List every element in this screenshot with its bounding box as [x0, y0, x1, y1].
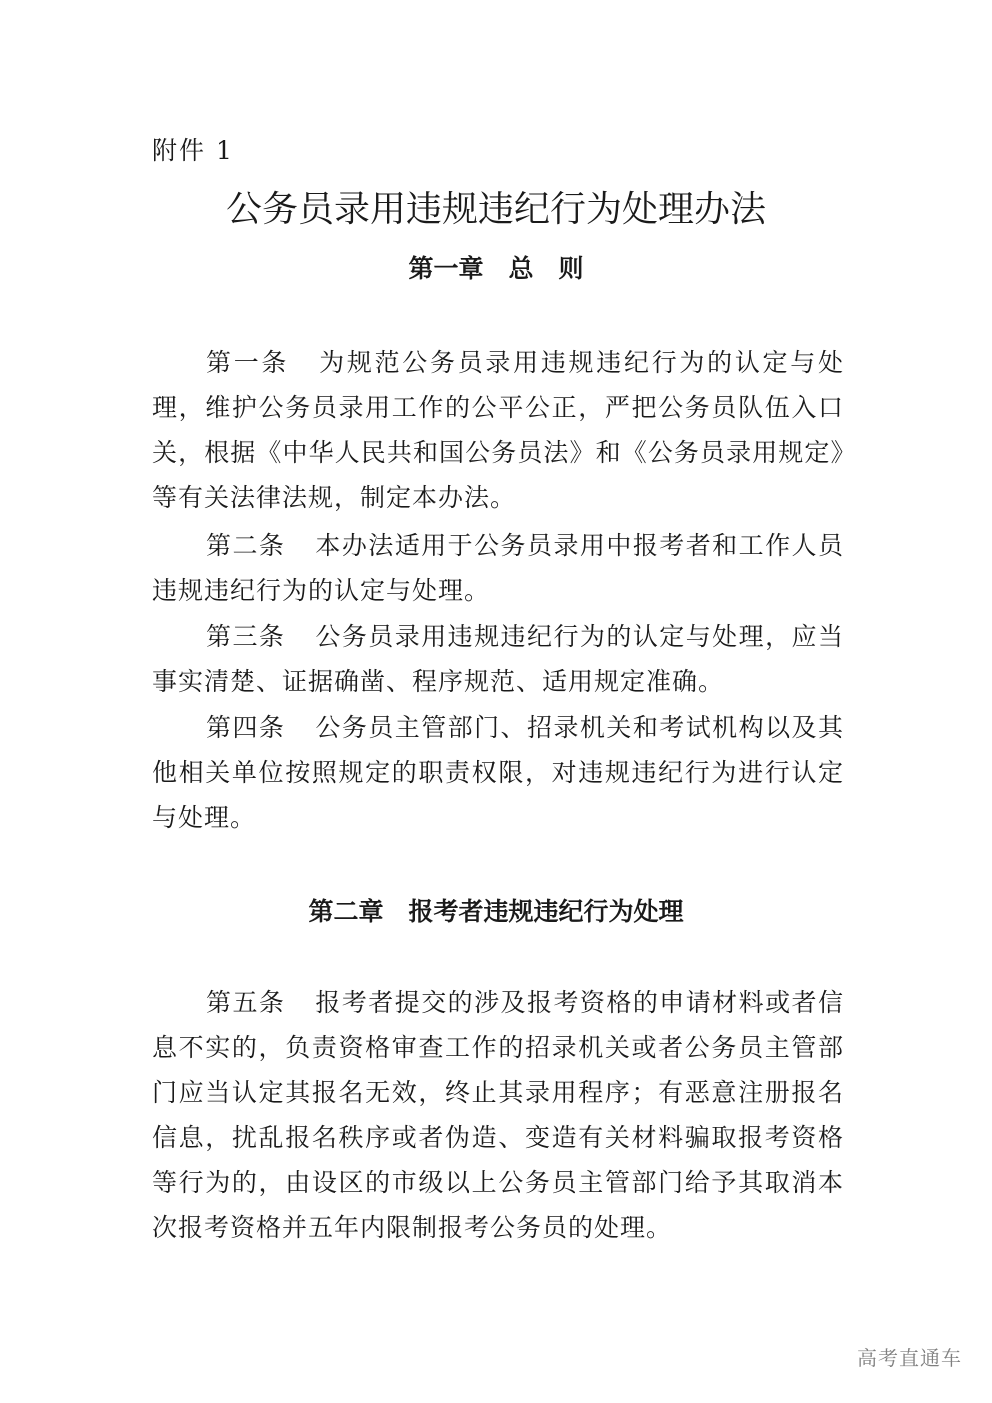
article-label: 第四条: [206, 713, 286, 742]
article-paragraph: [152, 705, 844, 840]
article-label: 第二条: [206, 531, 286, 560]
chapter-heading: 第二章 报考者违规违纪行为处理: [308, 897, 684, 926]
article-label: 第一条: [206, 348, 290, 377]
article-text: 报考者提交的涉及报考资格的申请材料或者信息不实的，负责资格审查工作的招录机关或者公务员主管部门应当认定其报名无效，终止其录用程序；有恶意注册报名信息，扰乱报名秩序或者伪造、变造有关材料骗取报考资格等行为的，由设区的市级以上公务员主管部门给予其取消本次报考资格并五年内限制报考公务员的处理。: [152, 988, 844, 1242]
document-title: 公务员录用违规违纪行为处理办法: [225, 189, 766, 230]
article-paragraph: [152, 523, 844, 613]
article-paragraph: [152, 614, 844, 704]
article-text: 公务员录用违规违纪行为的认定与处理，应当事实清楚、证据确凿、程序规范、适用规定准确。: [152, 622, 844, 696]
article-text: 公务员主管部门、招录机关和考试机构以及其他相关单位按照规定的职责权限，对违规违纪行为进行认定与处理。: [152, 713, 844, 832]
attachment-label: 附件 1: [152, 136, 234, 165]
article-paragraph: [152, 340, 844, 520]
article-label: 第五条: [206, 988, 286, 1017]
article-text: 本办法适用于公务员录用中报考者和工作人员违规违纪行为的认定与处理。: [152, 531, 844, 605]
article-paragraph: [152, 980, 844, 1250]
article-text: 为规范公务员录用违规违纪行为的认定与处理，维护公务员录用工作的公平公正，严把公务员队伍入口关，根据《中华人民共和国公务员法》和《公务员录用规定》等有关法律法规，制定本办法。: [152, 348, 844, 512]
watermark: 高考直通车: [857, 1346, 962, 1370]
chapter-heading: 第一章 总 则: [408, 254, 584, 283]
article-label: 第三条: [206, 622, 286, 651]
